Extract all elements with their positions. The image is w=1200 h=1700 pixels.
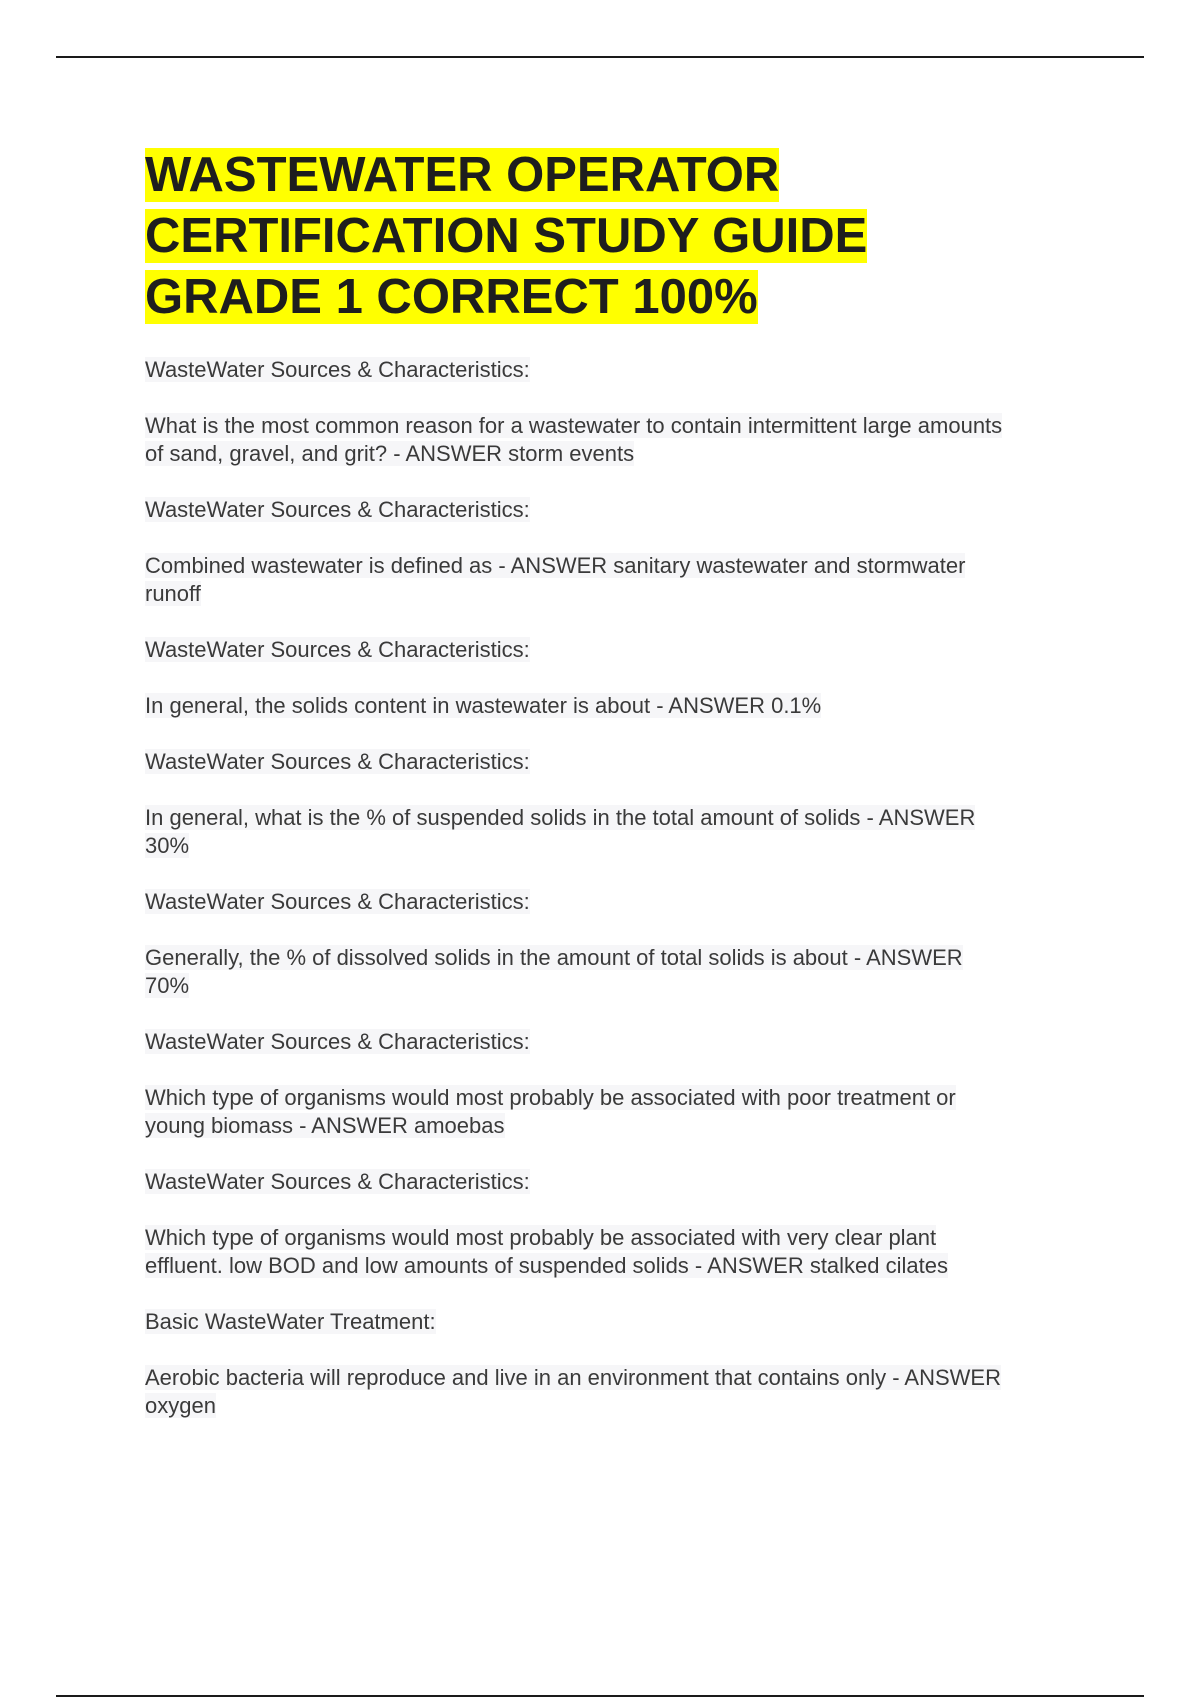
section-label-text: WasteWater Sources & Characteristics: [145,1169,530,1194]
qa-line: In general, the solids content in wastewater is about - ANSWER 0.1% [145,693,822,718]
question-answer [145,412,1095,468]
qa-line: runoff [145,581,201,606]
qa-line: In general, what is the % of suspended solids in the total amount of solids - ANSWER [145,805,976,830]
question-answer [145,1364,1095,1420]
section-label [145,1308,1095,1336]
qa-line: Combined wastewater is defined as - ANSWER sanitary wastewater and stormwater [145,553,966,578]
bottom-rule [56,1695,1144,1697]
qa-line: effluent. low BOD and low amounts of suspended solids - ANSWER stalked cilates [145,1253,948,1278]
question-answer [145,1224,1095,1280]
title-line-3: GRADE 1 CORRECT 100% [145,270,758,324]
section-label-text: WasteWater Sources & Characteristics: [145,1029,530,1054]
section-label-text: WasteWater Sources & Characteristics: [145,357,530,382]
section-label [145,888,1095,916]
qa-entry [145,636,1095,720]
qa-line: young biomass - ANSWER amoebas [145,1113,505,1138]
section-label-text: Basic WasteWater Treatment: [145,1309,436,1334]
qa-line: Generally, the % of dissolved solids in the amount of total solids is about - ANSWER [145,945,963,970]
qa-entry [145,748,1095,860]
document-body [145,145,1095,1448]
question-answer [145,944,1095,1000]
question-answer [145,692,1095,720]
qa-entry [145,496,1095,608]
qa-entry [145,888,1095,1000]
qa-line: Which type of organisms would most probably be associated with very clear plant [145,1225,937,1250]
section-label [145,1168,1095,1196]
qa-line: of sand, gravel, and grit? - ANSWER storm events [145,441,635,466]
qa-entry [145,1308,1095,1420]
top-rule [56,56,1144,58]
document-title [145,145,1095,328]
question-answer [145,552,1095,608]
qa-line: Which type of organisms would most probably be associated with poor treatment or [145,1085,956,1110]
qa-line: oxygen [145,1393,216,1418]
section-label-text: WasteWater Sources & Characteristics: [145,749,530,774]
section-label [145,636,1095,664]
qa-line: Aerobic bacteria will reproduce and live in an environment that contains only - ANSWER [145,1365,1001,1390]
question-answer [145,1084,1095,1140]
qa-line: 70% [145,973,190,998]
qa-line: 30% [145,833,190,858]
qa-entry [145,1168,1095,1280]
title-line-2: CERTIFICATION STUDY GUIDE [145,209,868,263]
question-answer [145,804,1095,860]
section-label [145,496,1095,524]
section-label-text: WasteWater Sources & Characteristics: [145,637,530,662]
section-label-text: WasteWater Sources & Characteristics: [145,497,530,522]
qa-entry [145,1028,1095,1140]
section-label-text: WasteWater Sources & Characteristics: [145,889,530,914]
qa-line: What is the most common reason for a wastewater to contain intermittent large amounts [145,413,1003,438]
section-label [145,356,1095,384]
qa-entry [145,356,1095,468]
title-line-1: WASTEWATER OPERATOR [145,148,780,202]
section-label [145,1028,1095,1056]
section-label [145,748,1095,776]
